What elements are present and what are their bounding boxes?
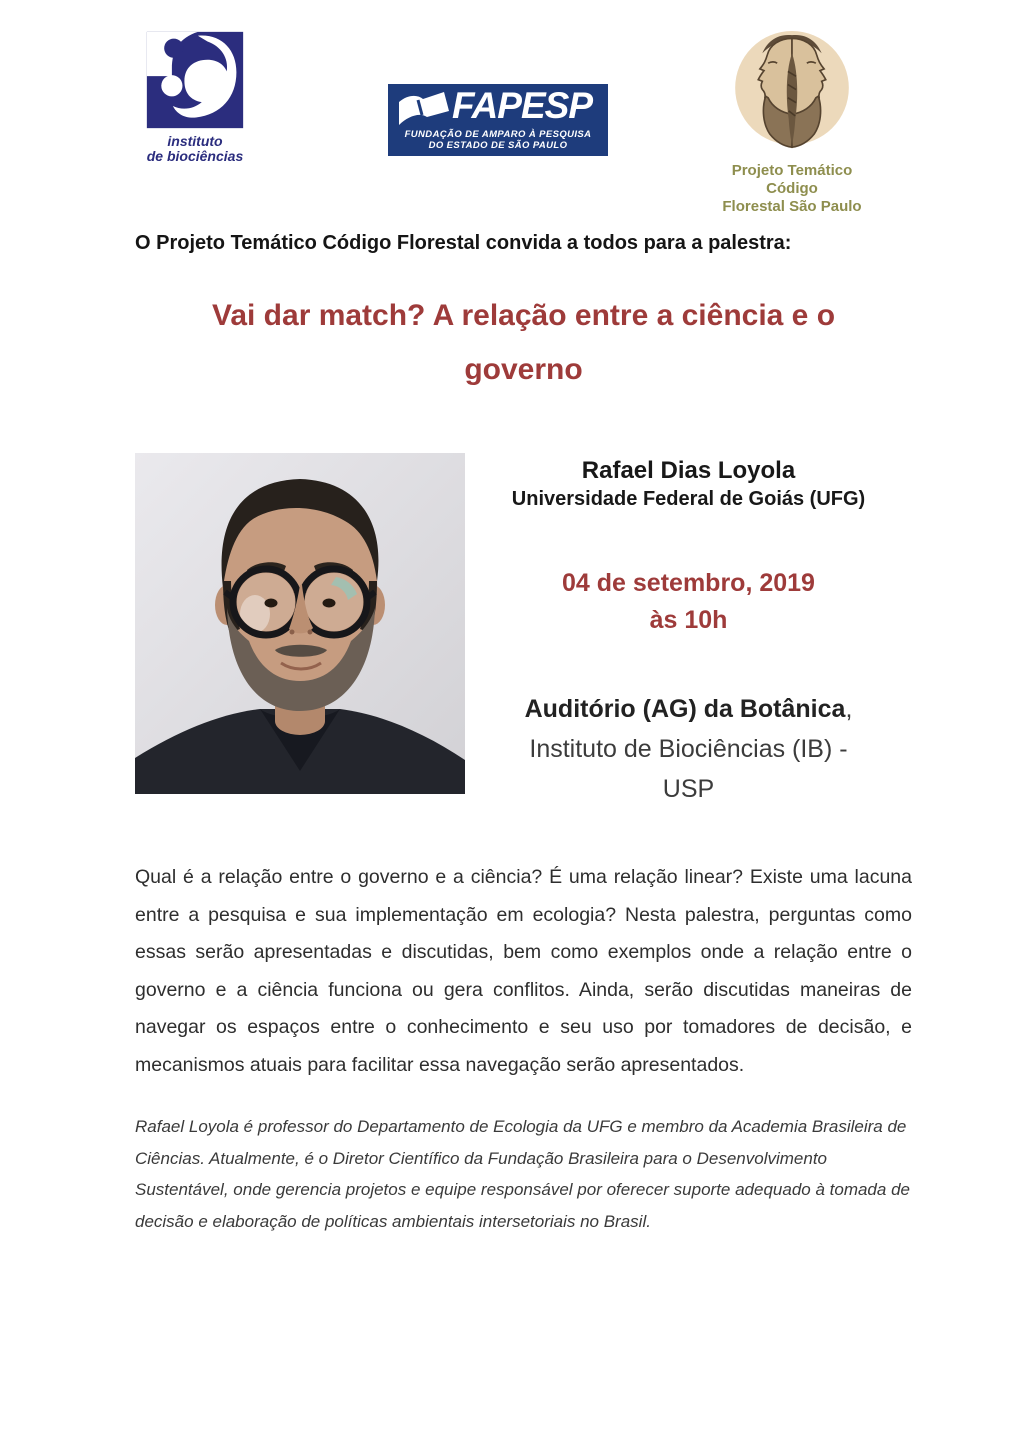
fapesp-subtitle — [388, 129, 608, 151]
lecture-title — [135, 289, 912, 397]
instituto-biociencias-logo — [131, 28, 259, 164]
event-date: 04 de setembro, 2019 — [562, 569, 815, 597]
projeto-caption-line2: Florestal São Paulo — [722, 198, 862, 215]
flyer-content — [0, 232, 1024, 1237]
speaker-section — [135, 453, 912, 809]
projeto-caption — [704, 162, 880, 216]
event-datetime — [465, 565, 912, 639]
lecture-title-line2: governo — [464, 353, 583, 386]
speaker-affiliation: Universidade Federal de Goiás (UFG) — [511, 488, 866, 510]
fapesp-subtitle-line1: FUNDAÇÃO DE AMPARO À PESQUISA — [404, 129, 592, 140]
venue-line1 — [465, 689, 912, 729]
projeto-tematico-logo — [704, 22, 880, 216]
venue-line2: Instituto de Biociências (IB) - — [529, 735, 848, 763]
projeto-caption-line1: Projeto Temático Código — [731, 162, 853, 197]
event-info — [465, 453, 912, 809]
fapesp-logo-inner — [388, 84, 608, 156]
fapesp-subtitle-line2: DO ESTADO DE SÃO PAULO — [428, 140, 568, 151]
ib-caption-line1: instituto — [167, 133, 223, 149]
speaker-name: Rafael Dias Loyola — [581, 457, 796, 484]
ib-monogram-icon — [131, 28, 259, 132]
ib-caption-line2: de biociências — [146, 148, 244, 164]
ib-caption — [131, 134, 259, 164]
event-time: às 10h — [649, 606, 728, 634]
fapesp-logo — [388, 84, 608, 156]
logo-row — [0, 0, 1024, 215]
fapesp-flag-icon — [396, 91, 454, 134]
venue-line3: USP — [662, 775, 715, 803]
janus-two-faces-icon — [704, 22, 880, 162]
venue-comma: , — [845, 695, 853, 723]
invite-line: O Projeto Temático Código Florestal convida a todos para a palestra: — [135, 232, 792, 254]
venue-name: Auditório (AG) da Botânica — [524, 695, 846, 723]
abstract-paragraph: Qual é a relação entre o governo e a ciência? É uma relação linear? Existe uma lacuna entre a pesquisa e sua implementação em ecologia? Nesta palestra, perguntas como essas serão apresentadas e discutidas, bem como exemplos onde a relação entre o governo e a ciência funciona ou gera conflitos. Ainda, serão discutidas maneiras de navegar os espaços entre o conhecimento e seu uso por tomadores de decisão, e mecanismos atuais para facilitar essa navegação serão apresentados. — [135, 866, 912, 1076]
fapesp-wordmark: FAPESP — [452, 85, 592, 126]
bio-paragraph: Rafael Loyola é professor do Departamento de Ecologia da UFG e membro da Academia Brasileira de Ciências. Atualmente, é o Diretor Científico da Fundação Brasileira para o Desenvolvimento Sustentável, onde gerencia projetos e equipe responsável por oferecer suporte adequado à tomada de decisão e elaboração de políticas ambientais intersetoriais no Brasil. — [135, 1117, 910, 1231]
event-venue — [465, 689, 912, 809]
speaker-photo — [135, 453, 465, 794]
lecture-title-line1: Vai dar match? A relação entre a ciência e o — [211, 299, 836, 332]
